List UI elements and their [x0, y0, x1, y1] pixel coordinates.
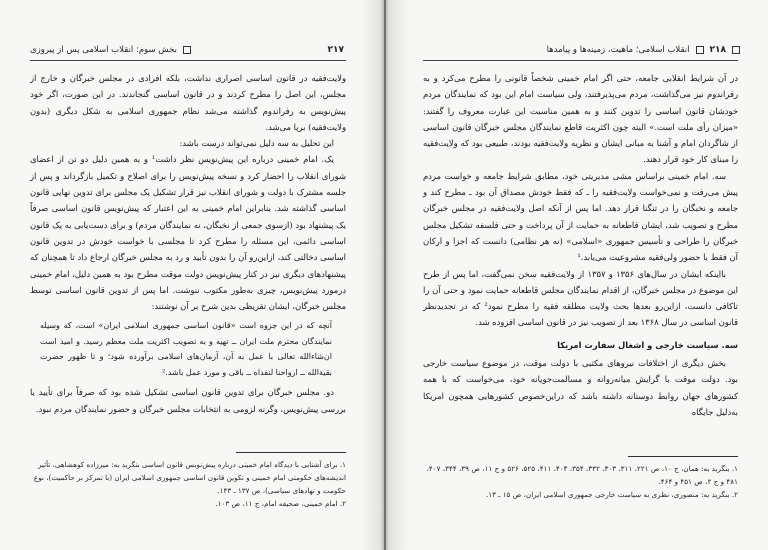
- paragraph: این تحلیل به سه دلیل نمی‌تواند درست باشد:: [179, 138, 334, 149]
- footnote: ۲. بنگرید به: منصوری، نظری به سیاست خارجی جمهوری اسلامی ایران، ص ۱۵ ـ ۱۳.: [485, 490, 738, 499]
- page-number: ۲۱۷: [327, 45, 344, 55]
- square-ornament-icon: [696, 46, 704, 54]
- paragraph: سه. امام خمینی براساس مشی مدیریتی خود، مطابق شرایط جامعه و خواست مردم پیش می‌رفت و نمی‌خواست ولایت‌فقیه را ـ که فقط خودش مصداق آن بود ـ مطرح کند و جامعه و نخبگان را در تنگنا قرار دهد. اما پس از آنکه اصل ولایت‌فقیه در مجلس خبرگان مطرح و تصویب شد، ایشان قاطعانه به حمایت از آن پرداخت و حتی فلسفه تشکیل مجلس خبرگان را طراحی و تأسیس جمهوری «اسلامی» (نه هر نظامی) دانست که اجزا و ارکان آن فقط با حضور ولی‌فقیه مشروعیت می‌یابد.¹: [423, 170, 738, 263]
- page-header: [427, 42, 740, 58]
- footnotes: [30, 458, 346, 510]
- paragraph: بااینکه ایشان در سال‌های ۱۳۵۶ و ۱۳۵۷ از ولایت‌فقیه سخن نمی‌گفت، اما پس از طرح این موضوع در مجلس خبرگان، از اقدام نمایندگان مجلس قاطعانه حمایت نمود و حتی آن را تاکافی دانست، ازاین‌رو بعدها بحث ولایت مطلقه فقیه را مطرح نمود² که در تجدیدنظر قانون اساسی در سال ۱۳۶۸ بعد از تصویب نیز در قانون اساسی افزوده شد.: [423, 268, 738, 328]
- running-title: انقلاب اسلامی؛ ماهیت، زمینه‌ها و پیامدها: [546, 45, 690, 55]
- book-gutter: [380, 0, 390, 550]
- footnote: ۱. برای آشنایی با دیدگاه امام خمینی درباره پیش‌نویس قانون اساسی بنگرید به: میرزاده کوهشاهی، تأثیر اندیشه‌های حکومتی امام خمینی و تکوین قانون اساسی جمهوری اسلامی ایران (با تمرکز بر حاکمیت)، نوع حکومت و نهادهای سیاسی)، ص ۱۳۷ ـ ۱۴۳.: [33, 460, 346, 495]
- footnote: ۱. بنگرید به: همان، ج ۱۰، ص ۲۲۱، ۳۱۱، ۳۰۳، ۳۳۲، ۳۵۴، ۴۰۳، ۴۱۱، ۵۲۵، ۵۲۶ و ج ۱۱، ص ۳۹، ۳۴۴، ۴۰۷، ۴۸۱ و ج ۲، ص ۴۵۱ و ۴۶۴.: [426, 464, 738, 486]
- paragraph: دو. مجلس خبرگان برای تدوین قانون اساسی تشکیل شده بود که صرفاً برای تأیید یا بررسی پیش‌نویس، وگرنه لزومی به انتخابات مجلس خبرگان و حضور نمایندگان مردم نبود.: [30, 387, 346, 414]
- paragraph: بخش دیگری از اختلافات نیروهای مکتبی با دولت موقت، در موضوع سیاست خارجی بود. دولت موقت با گرایش میانه‌روانه و مسالمت‌جویانه خود، می‌خواست که با همه کشورهای جهان روابط دوستانه داشته باشد که دراین‌خصوص کشورهایی همچون امریکا به‌دلیل جایگاه: [423, 358, 738, 417]
- paragraph: یک. امام خمینی درباره این پیش‌نویس نظر داشت¹ و به همین دلیل دو تن از اعضای شورای انقلاب را احضار کرد و نسخه پیش‌نویس را برای اصلاح و تکمیل بازگرداند و پس از جلسه مشترک با دولت و شورای انقلاب نیز قرار تشکیل یک مجلس برای تدوین نهایی قانون اساسی گذاشته شد. بنابراین امام خمینی به این اعتبار که پیش‌نویس قانون اساسی صرفاً یک پیشنهاد بود (ازسوی جمعی از نخبگان، نه نمایندگان مردم) و برای دست‌یابی به یک قانون اساسی دائمی، این مسئله را مطرح کرد تا مجلسی با خواست خودش در تدوین قانون اساسی دخالتی کند، ازاین‌رو آن را بدون تأیید و رد به مجلس خبرگان ارجاع داد تا همچنان که پیشنهادهای دیگری نیز در کنار پیش‌نویس دولت موقت مطرح بود به همین دلیل، امام خمینی درمورد پیش‌نویس، چیزی به‌طور مکتوب ننوشت. اما پس از تدوین قانون اساسی توسط مجلس خبرگان، ایشان تقریظی بدین شرح بر آن نوشتند:: [30, 154, 346, 312]
- paragraph: ولایت‌فقیه در قانون اساسی اصراری نداشت، بلکه افرادی در مجلس خبرگان و خارج از مجلس، این اصل را مطرح کردند و در قانون اساسی گنجاندند. در این صورت، اگر خود پیش‌نویس به رفراندوم گذاشته می‌شد نظام جمهوری اسلامی به شکل دیگری (بدون ولایت‌فقیه) برپا می‌شد.: [30, 73, 346, 132]
- footnote: ۲. امام خمینی، صحیفه امام، ج ۱۱، ص ۱۰۳.: [215, 499, 346, 508]
- section-heading: سه. سیاست خارجی و اشغال سفارت امریکا: [557, 339, 738, 350]
- footnotes: [423, 462, 738, 501]
- paragraph: در آن شرایط انقلابی جامعه، حتی اگر امام خمینی شخصاً قانونی را مطرح می‌کرد و به رفراندوم نیز می‌گذاشت، مردم می‌پذیرفتند، ولی سیاست امام این بود که نمایندگان مردم خودشان قانون اساسی را تدوین کنند و به همین مناسبت این عبارت معروف را گفتند: «میزان رأی ملت است.» البته چون اکثریت قاطع نمایندگان مجلس خبرگان قانون اساسی از شاگردان امام و آشنا به مبانی ایشان و نظریه ولایت‌فقیه بودند، طبیعی بود که ولایت‌فقیه را مبنای کار خود قرار دهند.: [423, 73, 738, 165]
- running-title: بخش سوم: انقلاب اسلامی پس از پیروزی: [30, 45, 177, 55]
- page-shadow: [387, 0, 409, 550]
- header-rule: [30, 60, 346, 61]
- header-rule: [423, 60, 738, 61]
- footnote-rule: [236, 452, 346, 453]
- square-ornament-icon: [732, 46, 740, 54]
- body-text: [30, 70, 346, 417]
- block-quote: آنچه که در این جزوه است «قانون اساسی جمهوری اسلامی ایران» است، که وسیله نمایندگان محترم ملت ایران ــ تهیه و به تصویب اکثریت ملت معظم رسید. و امید است ان‌شاءالله تعالی با عمل به آن، آرمان‌های اسلامی برآورده شود؛ و تا ظهور حضرت بقیةالله ــ ارواحنا لتفداه ــ باقی و مورد عمل باشد.²: [40, 321, 332, 377]
- right-page: [387, 0, 768, 550]
- footnote-rule: [628, 456, 738, 457]
- page-header: [30, 42, 344, 58]
- page-number: ۲۱۸: [709, 45, 726, 55]
- square-ornament-icon: [183, 46, 191, 54]
- body-text: [423, 70, 738, 420]
